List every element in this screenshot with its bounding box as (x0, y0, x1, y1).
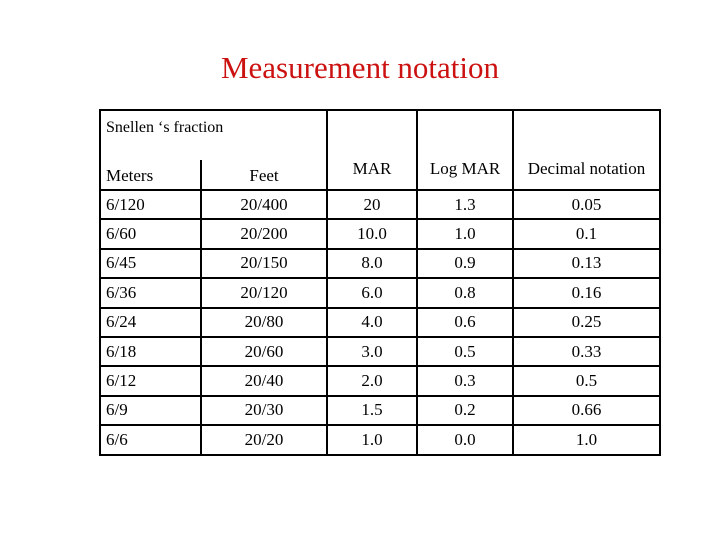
decimal-cell: 0.05 (513, 190, 660, 219)
mar-header: MAR (327, 110, 417, 190)
log-mar-cell: 0.9 (417, 249, 513, 278)
meters-cell: 6/120 (100, 190, 201, 219)
mar-cell: 2.0 (327, 366, 417, 395)
log-mar-cell: 1.0 (417, 219, 513, 248)
decimal-cell: 0.25 (513, 308, 660, 337)
table-row (100, 337, 660, 366)
feet-cell: 20/30 (201, 396, 327, 425)
mar-cell: 1.5 (327, 396, 417, 425)
meters-cell: 6/36 (100, 278, 201, 307)
decimal-cell: 0.16 (513, 278, 660, 307)
mar-cell: 6.0 (327, 278, 417, 307)
meters-cell: 6/9 (100, 396, 201, 425)
table-row (100, 366, 660, 395)
feet-cell: 20/20 (201, 425, 327, 454)
mar-cell: 8.0 (327, 249, 417, 278)
mar-cell: 3.0 (327, 337, 417, 366)
decimal-cell: 0.66 (513, 396, 660, 425)
decimal-cell: 0.33 (513, 337, 660, 366)
log-mar-header: Log MAR (417, 110, 513, 190)
table-row (100, 308, 660, 337)
table-row (100, 425, 660, 454)
table-header-row (100, 110, 660, 160)
decimal-cell: 0.13 (513, 249, 660, 278)
mar-cell: 20 (327, 190, 417, 219)
log-mar-cell: 0.2 (417, 396, 513, 425)
table-row (100, 219, 660, 248)
decimal-cell: 0.5 (513, 366, 660, 395)
decimal-cell: 1.0 (575, 429, 598, 449)
feet-header: Feet (201, 160, 327, 190)
table-row (100, 396, 660, 425)
table-row (100, 249, 660, 278)
meters-cell: 6/18 (100, 337, 201, 366)
feet-cell: 20/120 (201, 278, 327, 307)
table-row (100, 278, 660, 307)
feet-cell: 20/80 (201, 308, 327, 337)
meters-header: Meters (100, 160, 201, 190)
mar-cell: 10.0 (327, 219, 417, 248)
snellen-fraction-header: Snellen ‘s fraction (100, 110, 327, 160)
mar-cell: 1.0 (327, 425, 417, 454)
log-mar-cell: 1.3 (417, 190, 513, 219)
meters-cell: 6/45 (100, 249, 201, 278)
page-title: Measurement notation (220, 50, 500, 85)
decimal-cell: 0.1 (513, 219, 660, 248)
feet-cell: 20/150 (201, 249, 327, 278)
log-mar-cell: 0.3 (417, 366, 513, 395)
feet-cell: 20/40 (201, 366, 327, 395)
meters-cell: 6/60 (100, 219, 201, 248)
feet-cell: 20/400 (201, 190, 327, 219)
table-row (100, 190, 660, 219)
feet-cell: 20/200 (201, 219, 327, 248)
decimal-notation-header: Decimal notation (513, 110, 660, 190)
measurement-table (99, 109, 661, 456)
meters-cell: 6/24 (100, 308, 201, 337)
feet-cell: 20/60 (201, 337, 327, 366)
log-mar-cell: 0.5 (417, 337, 513, 366)
log-mar-cell: 0.0 (417, 425, 513, 454)
log-mar-cell: 0.8 (417, 278, 513, 307)
meters-cell: 6/6 (100, 425, 201, 454)
log-mar-cell: 0.6 (417, 308, 513, 337)
meters-cell: 6/12 (100, 366, 201, 395)
measurement-table-container (99, 109, 661, 456)
mar-cell: 4.0 (327, 308, 417, 337)
